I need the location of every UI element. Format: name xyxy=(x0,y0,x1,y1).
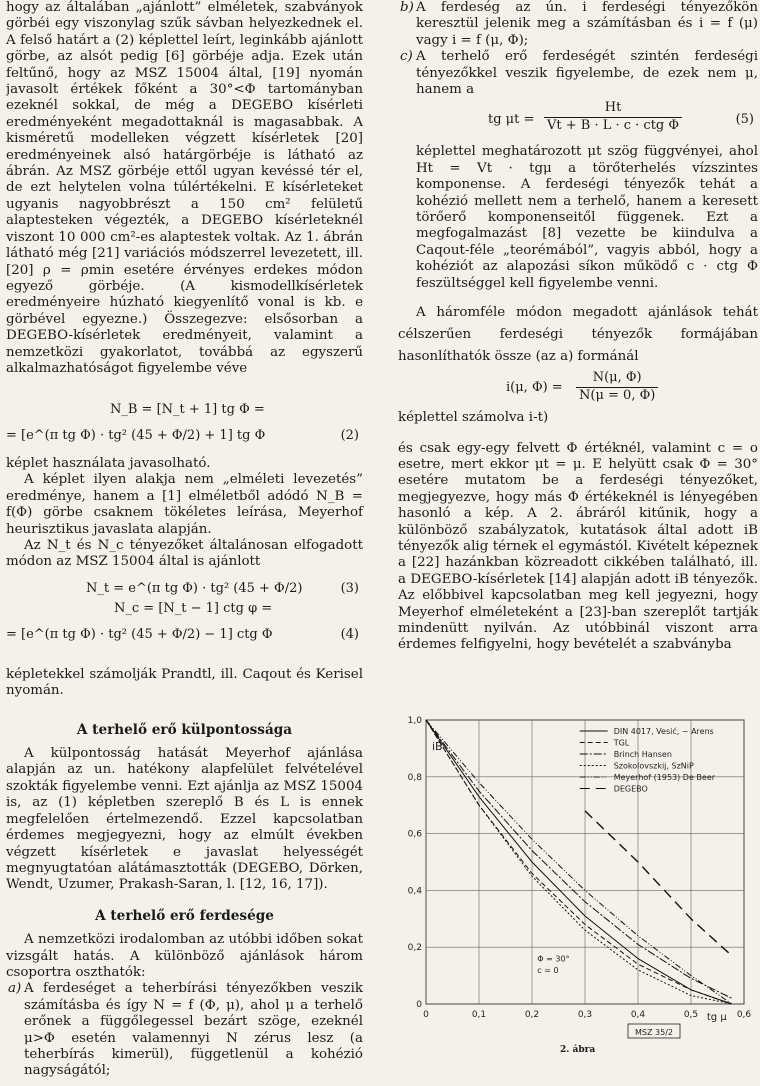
legend-label: DIN 4017, Vesić, ~ Arens xyxy=(613,727,714,736)
right-column xyxy=(398,0,758,654)
equation-number: (2) xyxy=(340,428,359,443)
denominator: Vt + B · L · c · ctg Φ xyxy=(547,117,680,133)
y-axis-label: iB xyxy=(432,740,443,753)
legend-label: Meyerhof (1953) De Beer xyxy=(613,773,716,782)
x-tick-label: 0,2 xyxy=(524,1010,540,1020)
paragraph: Az N_t és N_c tényezőket általánosan elfogadott módon az MSZ 15004 által is ajánlott xyxy=(6,538,363,570)
legend-label: TGL xyxy=(613,738,630,748)
list-text: A terhelő erő ferdeségét szintén ferdeségi tényezőkkel veszik figyelembe, de ezek nem μ, hanem a xyxy=(416,49,758,98)
x-tick-label: 0,3 xyxy=(577,1010,593,1020)
list-label: a) xyxy=(8,981,22,997)
paragraph: A háromféle módon megadott ajánlások tehát célszerűen ferdeségi tényezők formájában hasonlíthatók össze (az a) formánál xyxy=(398,305,758,365)
list-label: b) xyxy=(400,0,414,15)
equation-expr: N_c = [N_t − 1] ctg φ = xyxy=(114,600,273,616)
figure-2 xyxy=(398,708,760,1068)
list-item xyxy=(398,49,758,98)
y-tick-label: 0 xyxy=(416,1000,422,1010)
paragraph: képlet használata javasolható. xyxy=(6,456,211,471)
equation-number: (5) xyxy=(735,112,754,128)
left-column xyxy=(6,0,363,1080)
equation-2a xyxy=(6,402,363,422)
equation-expr: N_t = e^(π tg Φ) · tg² (45 + Φ/2) xyxy=(86,580,303,596)
paragraph: képletekkel számolják Prandtl, ill. Caqout és Kerisel nyomán. xyxy=(6,666,363,699)
paragraph: és csak egy-egy felvett Φ értéknél, valamint c = o esetre, mert ekkor μt = μ. E helyütt csak Φ = 30° esetére mutatom be a ferdeségi tényezőket, megjegyezve, hogy más Φ értékeknél is lényegében hasonló a kép. A 2. ábráról kitűnik, hogy a különböző szabályzatok, kutatások által adott iB tényezők alig térnek el egymástól. Kivételt képeznek a [22] hazánkban közreadott cikkében található, ill. a DEGEBO-kísérletek [14] alapján adott iB tényezők. Az előbbivel kapcsolatban meg kell jegyezni, hogy Meyerhof elméleteként a [23]-ban szereplőt tartják mindenütt nyilván. Az utóbbinál viszont arra érdemes felfigyelni, hogy bevételét a szabványba xyxy=(398,440,758,653)
equation-expr: = [e^(π tg Φ) · tg² (45 + Φ/2) − 1] ctg Φ xyxy=(6,626,273,642)
paragraph: hogy az általában „ajánlott” elméletek, szabványok görbéi egy viszonylag szűk sávban helyezkednek el. A felső határt a (2) képlettel leírt, leginkább ajánlott görbe, az alsót pedig [6] görbéje adja. Ezek után feltűnő, hogy az MSZ 15004 által, [19] nyomán javasolt értékek főként a 30°<Φ tartományban ezeknél sokkal, de még a DEGEBO kísérleti eredményeként megadottaknál is magasabbak. A kisméretű modelleken végzett kísérletek [20] eredményeinek alsó határgörbéje is látható az ábrán. Az MSZ görbéje ettől ugyan kevéssé tér el, de ezt helytelen volna túlértékelni. E kísérleteket ugyanis nagyobbrészt a 150 cm² felületű alaptesteken végezték, a DEGEBO kísérleteknél viszont 10 000 cm²-es alaptestek voltak. Az 1. ábrán látható még [21] variációs módszerrel levezetett, ill. [20] ρ = ρmin esetére érvényes erdekes módon egyező görbéje. (A kismodellkísérletek eredményeire húzható kiegyenlítő vonal is kb. e görbével egyezne.) Összegezve: elsősorban a DEGEBO-kísérletek eredményeit, valamint a nemzetközi gyakorlatot, továbbá az egyszerű alkalmazhatóságot figyelembe véve xyxy=(6,0,363,376)
list-text: A ferdeséget a teherbírási tényezőkben veszik számításba és így N = f (Φ, μ), ahol μ a terhelő erőnek a függőlegessel bezárt szöge, ezeknél μ>Φ esetén valamennyi N zérus lesz (a teherbírás kimerül), függetlenül a kohézió nagyságától; xyxy=(24,981,363,1079)
paragraph: A nemzetközi irodalomban az utóbbi időben sokat vizsgált hatás. A különböző ajánlások három csoportra oszthatók: xyxy=(6,932,363,980)
figure-caption: 2. ábra xyxy=(560,1045,596,1055)
y-tick-label: 0,2 xyxy=(407,943,422,954)
equation-lhs: tg μt = xyxy=(488,112,535,128)
equation-5 xyxy=(416,98,758,144)
equation-2b xyxy=(6,428,363,448)
annotation-phi: Φ = 30° xyxy=(537,954,570,964)
y-tick-label: 0,4 xyxy=(407,886,422,897)
y-tick-label: 0,6 xyxy=(407,829,422,840)
paragraph: A képlet ilyen alakja nem „elméleti levezetés” eredménye, hanem a [1] elméletből adódó N_B = f(Φ) görbe csaknem tökéletes leírása, Meyerhof heurisztikus javaslata alapján. xyxy=(6,472,363,537)
section-heading: A terhelő erő ferdesége xyxy=(95,907,274,924)
annotation-c: c = 0 xyxy=(537,965,559,975)
equation-3 xyxy=(6,581,363,601)
legend-label: Szokolovszkij, SzNiP xyxy=(613,761,694,771)
x-axis-label: tg μ xyxy=(706,1012,727,1023)
numerator: Ht xyxy=(544,100,682,117)
y-tick-label: 0,8 xyxy=(407,772,422,783)
equation-4a xyxy=(6,601,363,621)
section-heading: A terhelő erő külpontossága xyxy=(76,721,293,738)
list-item xyxy=(6,981,363,1079)
equation-4b xyxy=(6,627,363,647)
legend-label: Brinch Hansen xyxy=(613,750,672,759)
x-tick-label: 0,6 xyxy=(736,1010,752,1020)
equation-6 xyxy=(398,368,758,408)
stamp-label: MSZ 35/2 xyxy=(635,1028,673,1037)
denominator: N(μ = 0, Φ) xyxy=(579,387,656,403)
legend-label: DEGEBO xyxy=(613,784,648,794)
paragraph: A külpontosság hatását Meyerhof ajánlása alapján az un. hatékony alapfelület felvételével szokták figyelembe venni. Ezt ajánlja az MSZ 15004 is, az (1) képletben szereplő B és L is ennek megfelelően értelmezendő. Ezzel kapcsolatban érdemes megjegyezni, hogy az elmúlt években végzett kísérletek e javaslat helyességét megnyugtatóan alátámasztották (DEGEBO, Dörken, Wendt, Uzumer, Prakash-Saran, l. [12, 16, 17]). xyxy=(6,746,363,893)
equation-lhs: i(μ, Φ) = xyxy=(506,380,563,396)
x-tick-label: 0,5 xyxy=(683,1010,699,1020)
equation-number: (4) xyxy=(340,626,359,642)
equation-expr: = [e^(π tg Φ) · tg² (45 + Φ/2) + 1] tg Φ xyxy=(6,428,266,443)
numerator: N(μ, Φ) xyxy=(576,370,658,387)
x-tick-label: 0,4 xyxy=(630,1010,646,1020)
y-tick-label: 1,0 xyxy=(407,716,422,726)
x-tick-label: 0 xyxy=(423,1010,429,1020)
paragraph: képlettel számolva i-t) xyxy=(398,410,549,426)
list-text: A ferdeség az ún. i ferdeségi tényezőkön keresztül jelenik meg a számításban és i = f (μ) vagy i = f (μ, Φ); xyxy=(416,0,758,48)
fraction xyxy=(576,370,658,404)
fraction xyxy=(544,100,682,134)
list-item xyxy=(398,0,758,49)
x-tick-label: 0,1 xyxy=(471,1010,487,1020)
paragraph: képlettel meghatározott μt szög függvényei, ahol Ht = Vt · tgμ a törőterhelés vízszintes komponense. A ferdeségi tényezők tehát a kohézió mellett nem a terhelő, hanem a keresett törőerő komponenseitől függenek. Ezt a megfogalmazást [8] vezette be kiindulva a Caqout-féle „teorémából”, vagyis abból, hogy a kohéziót az alapozási síkon működő c · ctg Φ feszültséggel kell figyelembe venni. xyxy=(416,144,758,291)
equation-number: (3) xyxy=(340,580,359,596)
line-chart xyxy=(398,708,760,1048)
list-label: c) xyxy=(400,49,413,65)
equation-expr: N_B = [N_t + 1] tg Φ = xyxy=(110,402,265,417)
